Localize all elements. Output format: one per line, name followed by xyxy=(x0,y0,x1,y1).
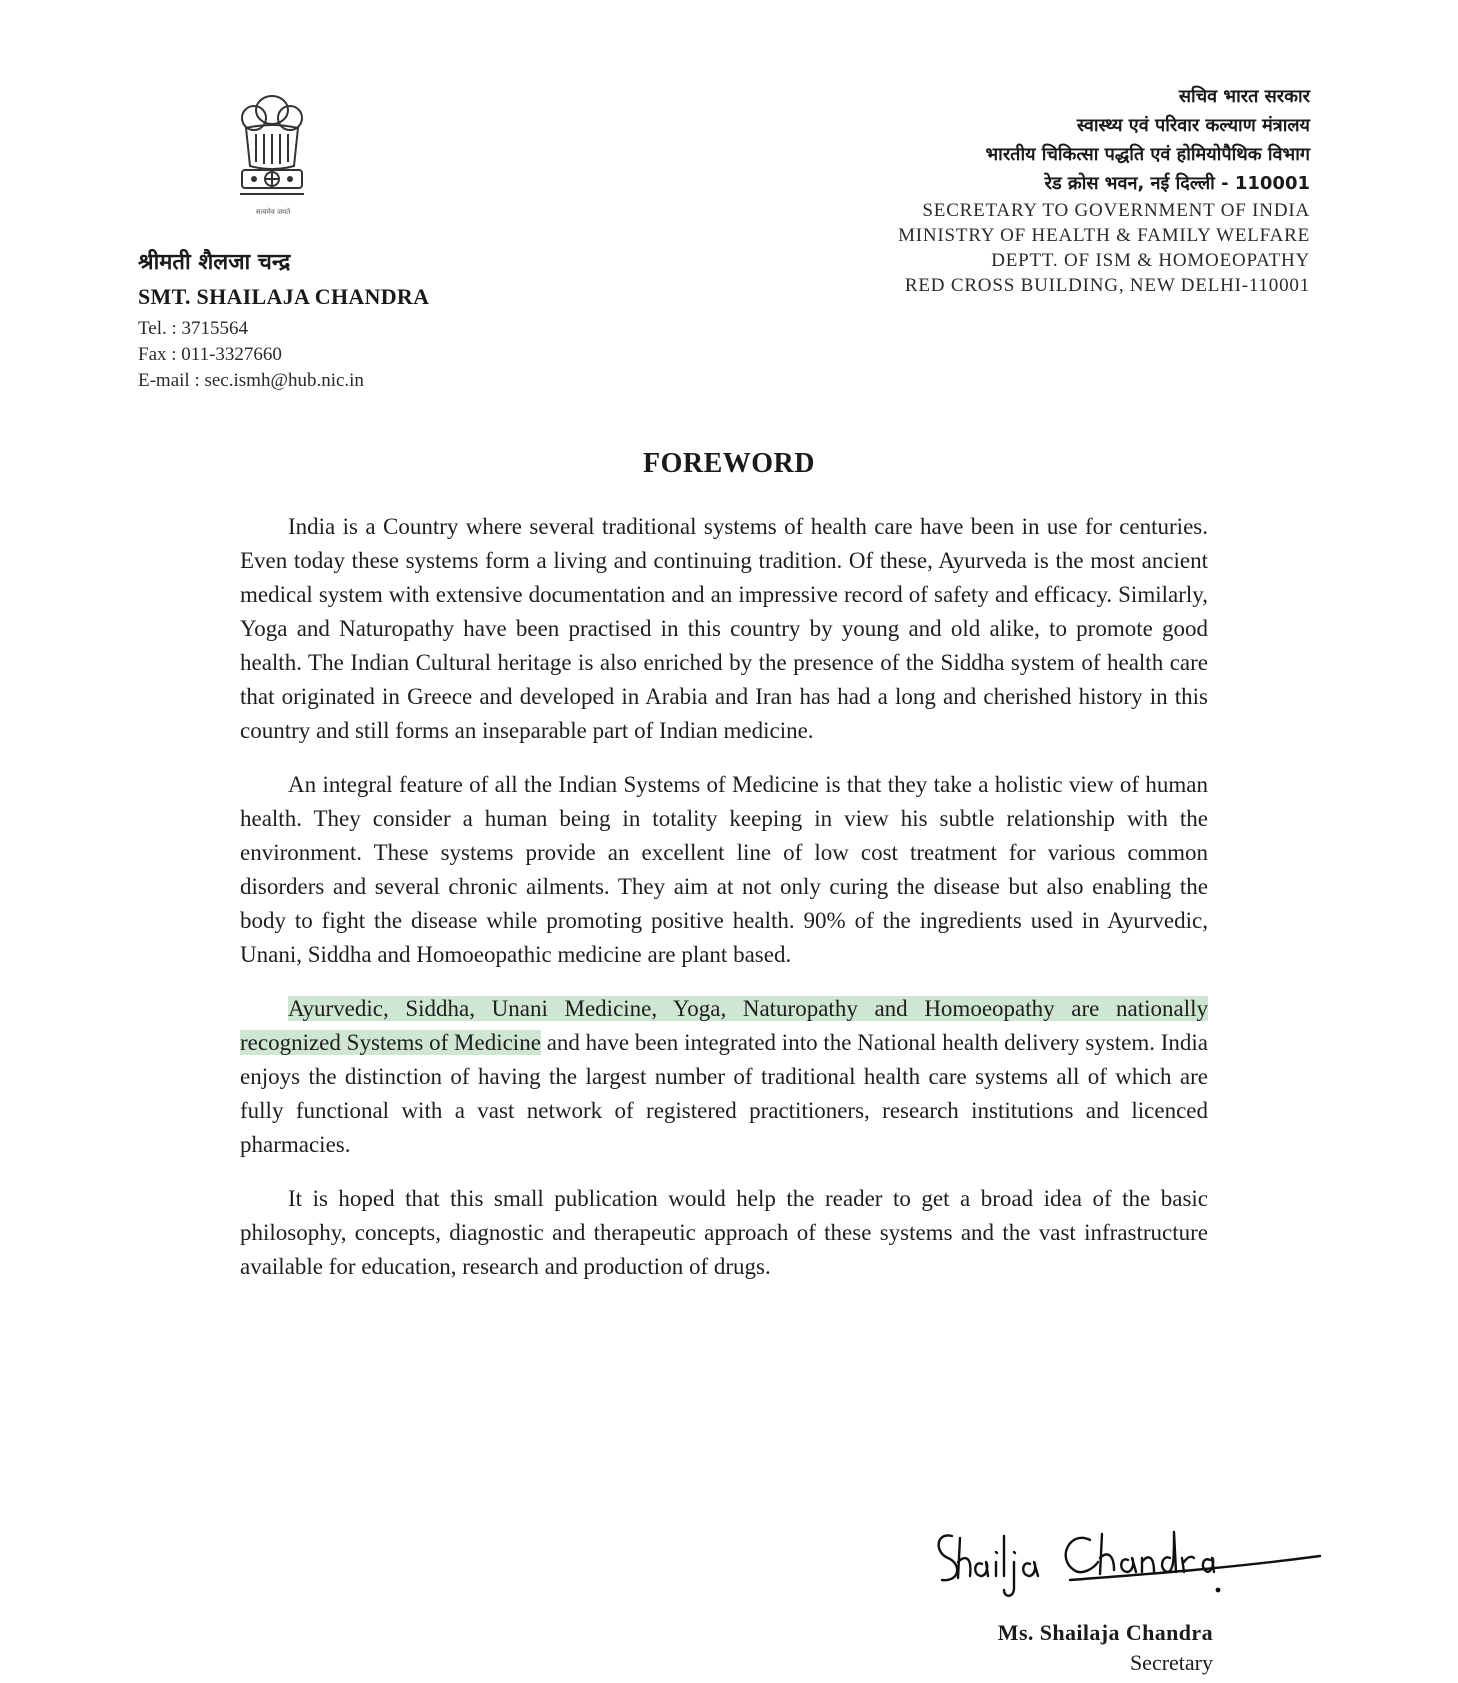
office-english-line: DEPTT. OF ISM & HOMOEOPATHY xyxy=(991,250,1310,271)
paragraph-2: An integral feature of all the Indian Systems of Medicine is that they take a holistic view of human health. They consider a human being in totality keeping in view his subtle relationship with the environment. These systems provide an excellent line of low cost treatment for various common disorders and several chronic ailments. They aim at not only curing the disease but also enabling the body to fight the disease while promoting positive health. 90% of the ingredients used in Ayurvedic, Unani, Siddha and Homoeopathic medicine are plant based. xyxy=(240,772,1208,967)
office-english-line: SECRETARY TO GOVERNMENT OF INDIA xyxy=(922,200,1310,221)
handwritten-signature xyxy=(930,1518,1330,1608)
office-hindi-line: भारतीय चिकित्सा पद्धति एवं होमियोपैथिक विभाग xyxy=(985,144,1310,165)
signer-role: Secretary xyxy=(1129,1650,1213,1675)
sender-name-hindi: श्रीमती शैलजा चन्द्र xyxy=(138,250,291,275)
highlighted-text: Ayurvedic, Siddha, Unani Medicine, Yoga, Naturopathy and Homoeopathy are nationally recognized Systems of Medicine xyxy=(240,996,1208,1055)
office-hindi-line: स्वास्थ्य एवं परिवार कल्याण मंत्रालय xyxy=(1076,115,1310,136)
office-english-line: MINISTRY OF HEALTH & FAMILY WELFARE xyxy=(898,225,1310,246)
paragraph-4: It is hoped that this small publication would help the reader to get a broad idea of the basic philosophy, concepts, diagnostic and therapeutic approach of these systems and the vast infrastructure available for education, research and production of drugs. xyxy=(240,1186,1208,1279)
paragraph-3-rest: and have been integrated into the National health delivery system. India enjoys the distinction of having the largest number of traditional health care systems all of which are fully functional with a vast network of registered practitioners, research institutions and licenced pharmacies. xyxy=(240,1030,1208,1157)
emblem-motto: सत्यमेव जयते xyxy=(255,208,291,216)
sender-tel: Tel. : 3715564 xyxy=(138,318,249,339)
signer-block xyxy=(998,1620,1213,1676)
office-hindi-line: रेड क्रोस भवन, नई दिल्ली - 110001 xyxy=(1044,173,1310,194)
document-body xyxy=(240,510,1208,1304)
national-emblem-icon xyxy=(232,88,312,220)
sender-name-english: SMT. SHAILAJA CHANDRA xyxy=(138,284,430,309)
sender-fax: Fax : 011-3327660 xyxy=(138,344,282,365)
paragraph-1: India is a Country where several traditional systems of health care have been in use for centuries. Even today these systems form a living and continuing tradition. Of these, Ayurveda is the most ancient medical system with extensive documentation and an impressive record of safety and efficacy. Similarly, Yoga and Naturopathy have been practised in this country by young and old alike, to promote good health. The Indian Cultural heritage is also enriched by the presence of the Siddha system of health care that originated in Greece and developed in Arabia and Iran has had a long and cherished history in this country and still forms an inseparable part of Indian medicine. xyxy=(240,514,1208,743)
office-hindi-line: सचिव भारत सरकार xyxy=(1178,86,1310,107)
office-address-block xyxy=(898,82,1310,298)
office-english-line: RED CROSS BUILDING, NEW DELHI-110001 xyxy=(904,275,1310,296)
sender-block xyxy=(138,246,429,394)
sender-email: E-mail : sec.ismh@hub.nic.in xyxy=(138,370,364,391)
paragraph-3 xyxy=(240,992,1208,1162)
signer-name: Ms. Shailaja Chandra xyxy=(997,1620,1213,1645)
document-title: FOREWORD xyxy=(643,448,815,479)
